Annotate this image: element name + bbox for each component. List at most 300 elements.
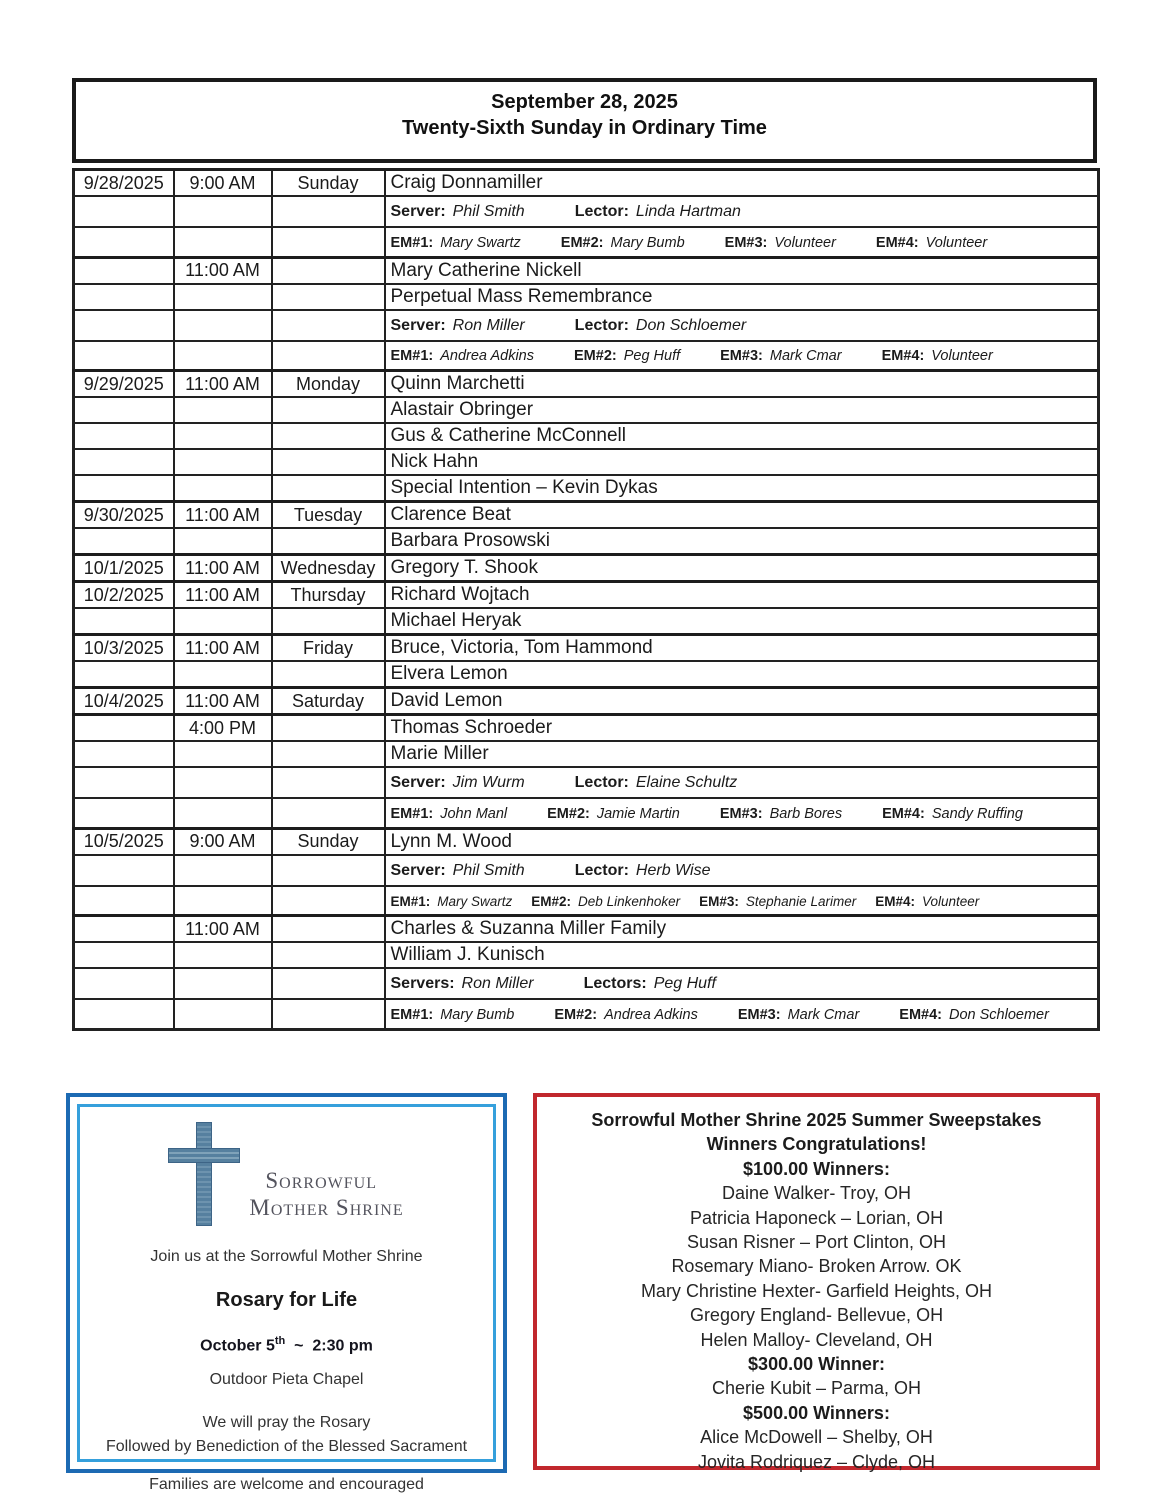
date-cell: 10/2/2025 xyxy=(74,582,174,609)
time-cell xyxy=(174,341,272,371)
table-row xyxy=(74,341,1099,371)
date-cell xyxy=(74,528,174,555)
table-row xyxy=(74,397,1099,423)
date-cell: 10/4/2025 xyxy=(74,688,174,715)
description-cell xyxy=(385,582,1099,609)
role-value: Ron Miller xyxy=(461,975,534,992)
minister-assignment xyxy=(575,862,711,880)
description-cell xyxy=(385,828,1099,855)
date-cell xyxy=(74,257,174,284)
day-cell: Sunday xyxy=(272,828,385,855)
intention-name: William J. Kunisch xyxy=(390,944,545,965)
description-cell xyxy=(385,397,1099,423)
role-value: Volunteer xyxy=(921,894,980,909)
table-row xyxy=(74,475,1099,502)
description-cell xyxy=(385,855,1099,886)
table-row xyxy=(74,608,1099,635)
time-cell xyxy=(174,855,272,886)
role-label: EM#4: xyxy=(875,234,919,251)
role-value: Volunteer xyxy=(925,234,988,251)
date-cell: 9/28/2025 xyxy=(74,170,174,197)
role-label: EM#2: xyxy=(547,805,590,822)
minister-assignment xyxy=(899,1007,1049,1023)
mass-schedule-table xyxy=(72,168,1100,1031)
role-value: Linda Hartman xyxy=(635,203,741,220)
date-cell xyxy=(74,767,174,798)
description-cell xyxy=(385,449,1099,475)
minister-assignment xyxy=(882,806,1023,822)
minister-assignment xyxy=(391,203,525,221)
time-cell: 11:00 AM xyxy=(174,582,272,609)
intention-name: David Lemon xyxy=(390,690,503,711)
sweepstakes-heading: Sorrowful Mother Shrine 2025 Summer Sweepstakes xyxy=(591,1110,1042,1130)
time-cell: 9:00 AM xyxy=(174,828,272,855)
eucharistic-ministers-row xyxy=(391,1007,1097,1027)
description-cell xyxy=(385,555,1099,582)
minister-assignment xyxy=(391,1007,515,1023)
intention-name: Perpetual Mass Remembrance xyxy=(390,285,653,307)
table-row xyxy=(74,170,1099,197)
table-row xyxy=(74,968,1099,999)
role-label: EM#4: xyxy=(899,1006,942,1023)
role-label: EM#4: xyxy=(875,894,915,909)
rosary-detail-line-2: Followed by Benediction of the Blessed Sacrament xyxy=(105,1438,468,1456)
sweepstakes-heading: $300.00 Winner: xyxy=(748,1354,885,1375)
description-cell xyxy=(385,968,1099,999)
day-cell xyxy=(272,423,385,449)
minister-assignment xyxy=(720,806,842,822)
cross-icon xyxy=(169,1123,239,1225)
time-cell: 11:00 AM xyxy=(174,257,272,284)
minister-assignment xyxy=(531,894,680,909)
role-value: Andrea Adkins xyxy=(440,348,534,364)
description-cell xyxy=(385,715,1099,742)
sweepstakes-winner: Helen Malloy- Cleveland, OH xyxy=(700,1329,933,1350)
role-label: EM#1: xyxy=(390,234,434,251)
role-label: Lector: xyxy=(574,203,629,220)
sweepstakes-heading: Winners Congratulations! xyxy=(706,1134,927,1155)
table-row xyxy=(74,227,1099,257)
description-cell xyxy=(385,942,1099,968)
role-label: EM#3: xyxy=(724,234,768,251)
time-cell: 9:00 AM xyxy=(174,170,272,197)
day-cell xyxy=(272,942,385,968)
date-cell xyxy=(74,798,174,828)
minister-assignment xyxy=(391,317,525,335)
minister-assignment xyxy=(875,894,979,909)
table-row xyxy=(74,741,1099,767)
intention-name: Elvera Lemon xyxy=(390,663,508,684)
role-label: Lectors: xyxy=(583,975,647,992)
eucharistic-ministers-row xyxy=(391,235,1097,255)
role-value: Deb Linkenhoker xyxy=(578,894,681,909)
table-row xyxy=(74,798,1099,828)
time-cell xyxy=(174,741,272,767)
role-label: EM#2: xyxy=(574,348,617,364)
role-label: EM#3: xyxy=(719,805,763,822)
rosary-families-line: Families are welcome and encouraged xyxy=(149,1476,424,1494)
rosary-title: Rosary for Life xyxy=(215,1289,358,1311)
date-cell xyxy=(74,310,174,341)
description-cell xyxy=(385,502,1099,529)
intention-name: Quinn Marchetti xyxy=(390,373,525,394)
day-cell xyxy=(272,475,385,502)
role-value: Peg Huff xyxy=(653,975,716,992)
time-cell: 11:00 AM xyxy=(174,555,272,582)
time-cell: 11:00 AM xyxy=(174,688,272,715)
role-label: Server: xyxy=(390,774,446,791)
description-cell xyxy=(385,916,1099,943)
date-cell: 10/5/2025 xyxy=(74,828,174,855)
minister-assignment xyxy=(391,862,525,880)
rosary-announcement-inner xyxy=(77,1104,496,1494)
role-value: Mary Swartz xyxy=(437,894,513,909)
time-cell xyxy=(174,423,272,449)
role-label: Server: xyxy=(390,316,446,334)
time-cell xyxy=(174,284,272,310)
description-cell xyxy=(385,170,1099,197)
sweepstakes-winner: Jovita Rodriquez – Clyde, OH xyxy=(697,1451,936,1472)
time-cell xyxy=(174,608,272,635)
description-cell xyxy=(385,310,1099,341)
date-cell xyxy=(74,661,174,688)
day-cell: Sunday xyxy=(272,170,385,197)
date-cell xyxy=(74,397,174,423)
minister-assignment xyxy=(575,774,738,792)
time-cell xyxy=(174,449,272,475)
rosary-detail-line-1: We will pray the Rosary xyxy=(202,1414,371,1432)
sweepstakes-winner: Susan Risner – Port Clinton, OH xyxy=(686,1232,947,1253)
time-cell: 11:00 AM xyxy=(174,635,272,662)
table-row xyxy=(74,449,1099,475)
intention-name: Thomas Schroeder xyxy=(390,717,553,738)
day-cell xyxy=(272,608,385,635)
minister-assignment xyxy=(391,894,513,909)
description-cell xyxy=(385,196,1099,227)
rosary-announcement-box xyxy=(66,1093,507,1494)
ministers-row xyxy=(391,975,1097,997)
day-cell xyxy=(272,528,385,555)
role-label: EM#2: xyxy=(554,1006,598,1023)
time-cell xyxy=(174,397,272,423)
role-label: EM#1: xyxy=(390,348,434,364)
rosary-date-ordinal: th xyxy=(274,1335,286,1347)
table-row xyxy=(74,635,1099,662)
description-cell xyxy=(385,257,1099,284)
role-label: EM#2: xyxy=(560,234,604,251)
table-row xyxy=(74,423,1099,449)
intention-name: Charles & Suzanna Miller Family xyxy=(390,918,667,939)
role-label: EM#3: xyxy=(720,348,763,364)
intention-name: Special Intention – Kevin Dykas xyxy=(390,477,658,498)
sweepstakes-winner: Daine Walker- Troy, OH xyxy=(721,1183,912,1204)
intention-name: Michael Heryak xyxy=(390,610,522,631)
date-cell xyxy=(74,741,174,767)
sweepstakes-winner: Mary Christine Hexter- Garfield Heights, OH xyxy=(640,1280,993,1301)
day-cell xyxy=(272,310,385,341)
table-row xyxy=(74,942,1099,968)
time-cell xyxy=(174,528,272,555)
role-label: EM#1: xyxy=(390,894,431,909)
role-label: EM#3: xyxy=(737,1006,781,1023)
sweepstakes-winners-box xyxy=(533,1093,1100,1470)
header-sunday-title: Twenty-Sixth Sunday in Ordinary Time xyxy=(402,117,767,139)
date-cell xyxy=(74,196,174,227)
intention-name: Gregory T. Shook xyxy=(390,557,539,578)
date-cell xyxy=(74,475,174,502)
role-label: Lector: xyxy=(574,861,629,879)
minister-assignment xyxy=(738,1007,859,1023)
minister-assignment xyxy=(391,348,535,364)
intention-name: Marie Miller xyxy=(390,743,489,764)
date-cell xyxy=(74,715,174,742)
date-cell: 10/3/2025 xyxy=(74,635,174,662)
table-row xyxy=(74,661,1099,688)
minister-assignment xyxy=(575,317,747,335)
table-row xyxy=(74,828,1099,855)
minister-assignment xyxy=(391,774,525,792)
table-row xyxy=(74,886,1099,916)
table-row xyxy=(74,916,1099,943)
role-value: Jim Wurm xyxy=(452,774,525,791)
day-cell: Tuesday xyxy=(272,502,385,529)
time-cell xyxy=(174,475,272,502)
role-value: Jamie Martin xyxy=(596,805,680,822)
description-cell xyxy=(385,741,1099,767)
date-cell xyxy=(74,886,174,916)
role-value: Barb Bores xyxy=(769,805,843,822)
date-cell xyxy=(74,341,174,371)
time-cell xyxy=(174,767,272,798)
day-cell xyxy=(272,257,385,284)
role-label: EM#4: xyxy=(882,805,925,822)
table-row xyxy=(74,196,1099,227)
day-cell xyxy=(272,661,385,688)
table-row xyxy=(74,855,1099,886)
description-cell xyxy=(385,999,1099,1029)
role-value: Phil Smith xyxy=(452,203,525,220)
table-row xyxy=(74,502,1099,529)
day-cell xyxy=(272,196,385,227)
date-cell xyxy=(74,608,174,635)
role-value: Phil Smith xyxy=(452,861,525,879)
minister-assignment xyxy=(584,975,716,993)
role-value: Herb Wise xyxy=(635,861,711,879)
role-value: Stephanie Larimer xyxy=(745,894,857,909)
day-cell xyxy=(272,916,385,943)
day-cell: Thursday xyxy=(272,582,385,609)
time-cell xyxy=(174,999,272,1029)
description-cell xyxy=(385,661,1099,688)
description-cell xyxy=(385,371,1099,398)
time-cell xyxy=(174,196,272,227)
shrine-logo-text xyxy=(249,1167,403,1221)
day-cell xyxy=(272,767,385,798)
day-cell xyxy=(272,999,385,1029)
role-value: John Manl xyxy=(440,805,508,822)
time-cell xyxy=(174,227,272,257)
role-value: Mark Cmar xyxy=(769,348,842,364)
date-cell: 10/1/2025 xyxy=(74,555,174,582)
day-cell xyxy=(272,227,385,257)
minister-assignment xyxy=(720,348,841,364)
minister-assignment xyxy=(699,894,856,909)
date-cell xyxy=(74,449,174,475)
minister-assignment xyxy=(391,235,521,251)
date-cell xyxy=(74,968,174,999)
day-cell: Wednesday xyxy=(272,555,385,582)
table-row xyxy=(74,688,1099,715)
minister-assignment xyxy=(574,348,680,364)
role-value: Elaine Schultz xyxy=(635,774,738,791)
day-cell xyxy=(272,968,385,999)
intention-name: Gus & Catherine McConnell xyxy=(390,425,626,446)
role-label: Servers: xyxy=(390,975,455,992)
day-cell xyxy=(272,715,385,742)
table-row xyxy=(74,582,1099,609)
role-value: Mary Swartz xyxy=(440,234,521,251)
date-cell xyxy=(74,423,174,449)
day-cell xyxy=(272,798,385,828)
minister-assignment xyxy=(876,235,987,251)
time-cell: 11:00 AM xyxy=(174,371,272,398)
ministers-row xyxy=(391,774,1097,796)
date-cell xyxy=(74,942,174,968)
description-cell xyxy=(385,798,1099,828)
day-cell: Friday xyxy=(272,635,385,662)
description-cell xyxy=(385,423,1099,449)
minister-assignment xyxy=(391,975,534,993)
day-cell xyxy=(272,855,385,886)
rosary-details xyxy=(80,1411,493,1459)
role-label: EM#4: xyxy=(881,348,925,364)
day-cell: Monday xyxy=(272,371,385,398)
role-label: EM#2: xyxy=(531,894,572,909)
rosary-location: Outdoor Pieta Chapel xyxy=(209,1371,364,1389)
intention-name: Lynn M. Wood xyxy=(390,830,512,852)
description-cell xyxy=(385,635,1099,662)
time-cell xyxy=(174,886,272,916)
role-label: EM#3: xyxy=(699,894,739,909)
table-row xyxy=(74,528,1099,555)
role-value: Ron Miller xyxy=(452,316,525,334)
day-cell xyxy=(272,284,385,310)
sweepstakes-winner: Patricia Haponeck – Lorian, OH xyxy=(689,1207,944,1228)
description-cell xyxy=(385,284,1099,310)
description-cell xyxy=(385,767,1099,798)
role-value: Don Schloemer xyxy=(949,1006,1049,1023)
table-row xyxy=(74,715,1099,742)
rosary-date-day: October 5 xyxy=(200,1337,275,1355)
role-label: EM#1: xyxy=(390,1006,434,1023)
intention-name: Barbara Prosowski xyxy=(390,530,550,551)
day-cell xyxy=(272,449,385,475)
date-cell xyxy=(74,284,174,310)
minister-assignment xyxy=(554,1007,698,1023)
intention-name: Bruce, Victoria, Tom Hammond xyxy=(390,637,653,658)
logo-line-1: Sorrowful xyxy=(265,1168,377,1193)
logo-line-2: Mother Shrine xyxy=(249,1195,404,1220)
role-label: Server: xyxy=(390,861,446,879)
time-cell xyxy=(174,968,272,999)
role-value: Sandy Ruffing xyxy=(931,805,1023,822)
date-cell: 9/30/2025 xyxy=(74,502,174,529)
time-cell: 4:00 PM xyxy=(174,715,272,742)
rosary-date-time: ~ 2:30 pm xyxy=(285,1337,373,1355)
time-cell xyxy=(174,942,272,968)
time-cell: 11:00 AM xyxy=(174,502,272,529)
rosary-join-line: Join us at the Sorrowful Mother Shrine xyxy=(150,1248,423,1265)
time-cell xyxy=(174,661,272,688)
table-row xyxy=(74,767,1099,798)
sweepstakes-winner: Rosemary Miano- Broken Arrow. OK xyxy=(671,1256,962,1277)
description-cell xyxy=(385,886,1099,916)
ministers-row xyxy=(391,862,1097,884)
table-row xyxy=(74,284,1099,310)
description-cell xyxy=(385,608,1099,635)
date-cell xyxy=(74,855,174,886)
time-cell: 11:00 AM xyxy=(174,916,272,943)
role-value: Don Schloemer xyxy=(635,316,747,334)
intention-name: Nick Hahn xyxy=(390,451,479,472)
rosary-date xyxy=(80,1335,493,1355)
role-value: Mark Cmar xyxy=(787,1006,860,1023)
header-date: September 28, 2025 xyxy=(491,91,678,113)
ministers-row xyxy=(391,317,1097,339)
description-cell xyxy=(385,475,1099,502)
description-cell xyxy=(385,227,1099,257)
day-cell xyxy=(272,741,385,767)
intention-name: Mary Catherine Nickell xyxy=(390,259,582,281)
role-label: EM#1: xyxy=(390,805,434,822)
minister-assignment xyxy=(882,348,993,364)
table-row xyxy=(74,310,1099,341)
description-cell xyxy=(385,341,1099,371)
role-value: Volunteer xyxy=(931,348,993,364)
time-cell xyxy=(174,310,272,341)
intention-name: Richard Wojtach xyxy=(390,584,530,605)
day-cell xyxy=(272,341,385,371)
eucharistic-ministers-row xyxy=(391,348,1097,368)
role-value: Peg Huff xyxy=(623,348,681,364)
sweepstakes-winner: Gregory England- Bellevue, OH xyxy=(689,1305,944,1326)
intention-name: Craig Donnamiller xyxy=(390,172,543,193)
intention-name: Alastair Obringer xyxy=(390,399,534,420)
date-cell xyxy=(74,916,174,943)
description-cell xyxy=(385,688,1099,715)
minister-assignment xyxy=(547,806,680,822)
eucharistic-ministers-row xyxy=(391,894,1097,913)
minister-assignment xyxy=(561,235,685,251)
date-cell xyxy=(74,999,174,1029)
sweepstakes-heading: $100.00 Winners: xyxy=(743,1158,890,1179)
role-value: Mary Bumb xyxy=(440,1006,515,1023)
date-cell xyxy=(74,227,174,257)
ministers-row xyxy=(391,203,1097,225)
day-cell: Saturday xyxy=(272,688,385,715)
minister-assignment xyxy=(575,203,741,221)
time-cell xyxy=(174,798,272,828)
role-value: Volunteer xyxy=(774,234,836,251)
table-row xyxy=(74,257,1099,284)
table-row xyxy=(74,371,1099,398)
day-cell xyxy=(272,397,385,423)
sweepstakes-winner: Alice McDowell – Shelby, OH xyxy=(700,1427,933,1448)
date-cell: 9/29/2025 xyxy=(74,371,174,398)
sweepstakes-winner: Cherie Kubit – Parma, OH xyxy=(711,1378,922,1399)
role-value: Andrea Adkins xyxy=(604,1006,698,1023)
description-cell xyxy=(385,528,1099,555)
